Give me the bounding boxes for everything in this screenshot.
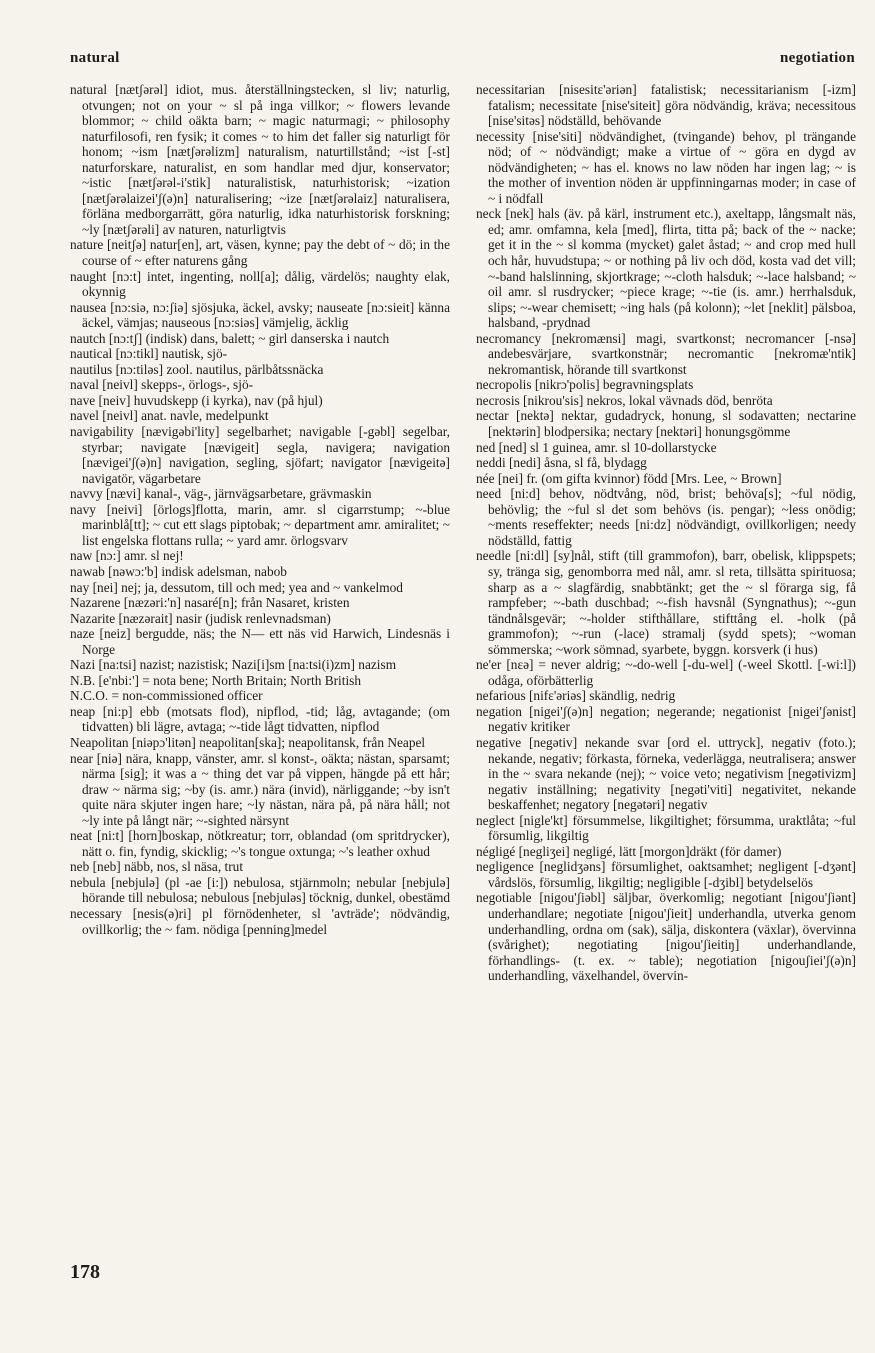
entry-negligence: negligence [neglidʒəns] försumlighet, oaktsamhet; negligent [-dʒənt] vårdslös, försumlig, likgiltig; negligible [-dʒibl] betydelselös	[476, 859, 856, 890]
entry-negotiable: negotiable [nigou'ʃiəbl] säljbar, överkomlig; negotiant [nigou'ʃiənt] underhandlare; negotiate [nigou'ʃieit] underhandla, utverka genom underhandling, ordna om (sak), sälja, diskontera (växlar), övervinna (svårighet); negotiating [nigou'ʃieitiŋ] underhandlande, förhandlings- (t. ex. ~ table); negotiation [nigouʃiei'ʃ(ə)n] underhandling, växelhandel, övervin-	[476, 890, 856, 984]
entry-nazarene: Nazarene [næzəri:'n] nasaré[n]; från Nasaret, kristen	[70, 595, 350, 611]
left-column	[70, 82, 450, 1262]
entry-neglige: négligé [negliʒei] negligé, lätt [morgon]dräkt (för damer)	[476, 843, 782, 859]
entry-near: near [niə] nära, knapp, vänster, amr. sl konst-, oäkta; nästan, sparsamt; närma [sig]; it was a ~ thing det var på vippen, hängde på ett hår; draw ~ närma sig; ~by (is. amr.) nära (invid), närliggande; ~by isn't quite nära skjuter ingen hare; ~ly nästan, nära på, på nära håll; not ~ly inte på långt när; ~-sighted närsynt	[70, 750, 450, 828]
entry-ned: ned [ned] sl 1 guinea, amr. sl 10-dollarstycke	[476, 439, 717, 455]
entry-navel: navel [neivl] anat. navle, medelpunkt	[70, 408, 269, 424]
entry-negative: negative [negətiv] nekande svar [ord el. uttryck], negativ (foto.); nekande, negativ; förkasta, förneka, vederlägga, neutralisera; answer in the ~ svara nekande (nej); ~ voice veto; negativism [negətivizm] negativ inställning; negativity [negəti'viti] negativitet, nekande beskaffenhet; negatory [negətəri] negativ	[476, 734, 856, 813]
entry-necropolis: necropolis [nikrɔ'polis] begravningsplats	[476, 377, 694, 393]
entry-nazarite: Nazarite [næzərait] nasir (judisk renlevnadsman)	[70, 610, 331, 626]
entry-naval: naval [neivl] skepps-, örlogs-, sjö-	[70, 377, 254, 393]
entry-needle: needle [ni:dl] [sy]nål, stift (till grammofon), barr, obelisk, klippspets; sy, tränga sig, genomborra med nål, amr. sl reta, tillsätta spirituosa; sharp as a ~ slagfärdig, snabbtänkt; get the ~ sl förarga sig, få rampfeber; ~-bath duschbad; ~-fish havsnål (Syngnathus); ~-gun tändnålsgevär; ~-holder stifthållare, stifttång el. -holk (på grammofon); ~-run (-lace) stramalj (sydd spets); ~woman sömmerska; ~work sömnad, syarbete, byggn. korsverk (i hus)	[476, 548, 856, 657]
entry-necrosis: necrosis [nikrou'sis] nekros, lokal vävnads död, benröta	[476, 392, 773, 408]
entry-navy: navy [neivi] [örlogs]flotta, marin, amr. sl cigarrstump; ~-blue marinblå[tt]; ~ cut ett slags piptobak; ~ department amr. amiralitet; ~ list engelska flottans rulla; ~ yard amr. örlogsvarv	[70, 501, 450, 548]
running-head-right: negotiation	[780, 50, 855, 66]
entry-nautch: nautch [nɔ:tʃ] (indisk) dans, balett; ~ girl danserska i nautch	[70, 330, 390, 346]
entry-nautilus: nautilus [nɔ:tiləs] zool. nautilus, pärlbåtssnäcka	[70, 361, 324, 377]
entry-nectar: nectar [nektə] nektar, gudadryck, honung, sl sodavatten; nectarine [nektərin] blodpersika; nectary [nektəri] honungsgömme	[476, 408, 856, 440]
entry-nco: N.C.O. = non-commissioned officer	[70, 688, 263, 704]
entry-negation: negation [nigei'ʃ(ə)n] negation; negerande; negationist [nigei'ʃənist] negativ kritiker	[476, 703, 856, 735]
entry-neb: neb [neb] näbb, nos, sl näsa, trut	[70, 859, 244, 875]
entry-naw: naw [nɔ:] amr. sl nej!	[70, 548, 184, 564]
entry-nb: N.B. [e'nbi:'] = nota bene; North Britain; North British	[70, 672, 362, 688]
entry-navvy: navvy [nævi] kanal-, väg-, järnvägsarbetare, grävmaskin	[70, 486, 372, 502]
entry-natural: natural [nætʃərəl] idiot, mus. återställningstecken, sl liv; naturlig, otvungen; not on your ~ sl på inga villkor; ~ flowers levande blommor; ~ child oäkta barn; ~ magic naturmagi; ~ philosophy naturfilosofi, ren fysik; it comes ~ to him det faller sig naturligt för honom; ~ism [nætʃərəlizm] naturalism, naturtillstånd; ~ist [-st] naturforskare, naturalist, en som handlar med djur, konservator; ~istic [nætʃərəl-i'stik] naturalistisk, naturhistorisk; ~ization [nætʃərəlaizei'ʃ(ə)n] naturalisering; ~ize [nætʃərəlaiz] naturalisera, förläna medborgarrätt, göra naturlig, idka naturhistorisk forskning; ~ly [nætʃərəli] av naturen, naturligtvis	[70, 82, 450, 237]
entry-neat: neat [ni:t] [horn]boskap, nötkreatur; torr, oblandad (om spritdrycker), nätt o. fin, fyndig, skicklig; ~'s tongue oxtunga; ~'s leather oxhud	[70, 828, 450, 859]
entry-neck: neck [nek] hals (äv. på kärl, instrument etc.), axeltapp, långsmalt näs, ed; amr. omfamna, kela [med], flirta, titta på; back of the ~ nacke; get it in the ~ sl komma (mycket) galet åstad; ~ and crop med hull och hår, huvudstupa; ~ or nothing på liv och död, kosta vad det vill; ~-band halslinning, skjortkrage; ~-cloth halsduk; ~-lace halsband; ~ oil amr. sl rusdrycker; ~piece krage; ~-tie (is. amr.) herrhalsduk, slips; ~-wear chemisett; ~ing hals (på kolonn); ~let [neklit] pälsboa, halsband, -prydnad	[476, 206, 856, 331]
entry-necessity: necessity [nise'siti] nödvändighet, (tvingande) behov, pl trängande nöd; of ~ nödvändigt; make a virtue of ~ göra en dygd av nödvändigheten; ~ has el. knows no law nöden har ingen lag; ~ is the mother of invention nöden är uppfinningarnas moder; in case of ~ i nödfall	[476, 128, 856, 206]
running-head-left: natural	[70, 50, 120, 66]
right-column	[476, 82, 856, 1262]
entry-nave: nave [neiv] huvudskepp (i kyrka), nav (på hjul)	[70, 392, 323, 408]
entry-nautical: nautical [nɔ:tikl] nautisk, sjö-	[70, 346, 228, 362]
entry-nee: née [nei] fr. (om gifta kvinnor) född [Mrs. Lee, ~ Brown]	[476, 470, 782, 486]
entry-nazi: Nazi [na:tsi] nazist; nazistisk; Nazi[i]sm [na:tsi(i)zm] nazism	[70, 657, 397, 673]
entry-nawab: nawab [nəwɔ:'b] indisk adelsman, nabob	[70, 563, 287, 579]
entry-necromancy: necromancy [nekromænsi] magi, svartkonst; necromancer [-nsə] andebesvärjare, svartkonstnär; necromantic [nekromæ'ntik] nekromantisk, hörande till svartkonst	[476, 330, 856, 377]
entry-necessitarian: necessitarian [nisesitɛ'əriən] fatalistisk; necessitarianism [-izm] fatalism; necessitate [nise'siteit] göra nödvändig, kräva; necessitous [nise'sitəs] nödställd, behövande	[476, 82, 856, 129]
entry-neapolitan: Neapolitan [niəpɔ'litən] neapolitan[ska]; neapolitansk, från Neapel	[70, 734, 426, 750]
entry-nebula: nebula [nebjulə] (pl -ae [i:]) nebulosa, stjärnmoln; nebular [nebjulə] hörande till nebulosa; nebulous [nebjuləs] töcknig, dunkel, obestämd	[70, 874, 450, 906]
entry-naught: naught [nɔ:t] intet, ingenting, noll[a]; dålig, värdelös; naughty elak, okynnig	[70, 268, 450, 300]
entry-neddi: neddi [nedi] åsna, sl få, blydagg	[476, 455, 647, 471]
entry-nausea: nausea [nɔ:siə, nɔ:ʃiə] sjösjuka, äckel, avsky; nauseate [nɔ:sieit] känna äckel, vämjas; nauseous [nɔ:siəs] vämjelig, äcklig	[70, 299, 450, 331]
entry-need: need [ni:d] behov, nödtvång, nöd, brist; behöva[s]; ~ful nödig, behövlig; the ~ful sl det som behövs (is. pengar); ~less onödig; ~ments reseffekter; needs [ni:dz] nödvändigt, ovillkorligen; needy nödställd, fattig	[476, 486, 856, 548]
entry-nature: nature [neitʃə] natur[en], art, väsen, kynne; pay the debt of ~ dö; in the course of ~ efter naturens gång	[70, 237, 450, 269]
entry-nefarious: nefarious [nifɛ'əriəs] skändlig, nedrig	[476, 688, 676, 704]
entry-necessary: necessary [nesis(ə)ri] pl förnödenheter, sl 'avträde'; nödvändig, ovillkorlig; the ~ fam. nödiga [penning]medel	[70, 905, 450, 937]
entry-neer: ne'er [nɛə] = never aldrig; ~-do-well [-du-wel] (-weel Skottl. [-wi:l]) odåga, oförbätterlig	[476, 657, 856, 688]
page-number: 178	[70, 1261, 100, 1283]
entry-navigability: navigability [nævigəbi'lity] segelbarhet; navigable [-gəbl] segelbar, styrbar; navigate [nævigeit] segla, navigera; navigation [nævigei'ʃ(ə)n] navigation, segling, sjöfart; navigator [nævigeitə] navigatör, vägarbetare	[70, 424, 450, 486]
entry-nay: nay [nei] nej; ja, dessutom, till och med; yea and ~ vankelmod	[70, 579, 403, 595]
entry-neap: neap [ni:p] ebb (motsats flod), nipflod, -tid; låg, avtagande; (om tidvatten) bli lägre, avtaga; ~-tide lågt tidvatten, nipflod	[70, 703, 450, 735]
entry-naze: naze [neiz] bergudde, näs; the N— ett näs vid Harwich, Lindesnäs i Norge	[70, 626, 450, 657]
entry-neglect: neglect [nigle'kt] försummelse, likgiltighet; försumma, uraktlåta; ~ful försumlig, likgiltig	[476, 812, 856, 844]
